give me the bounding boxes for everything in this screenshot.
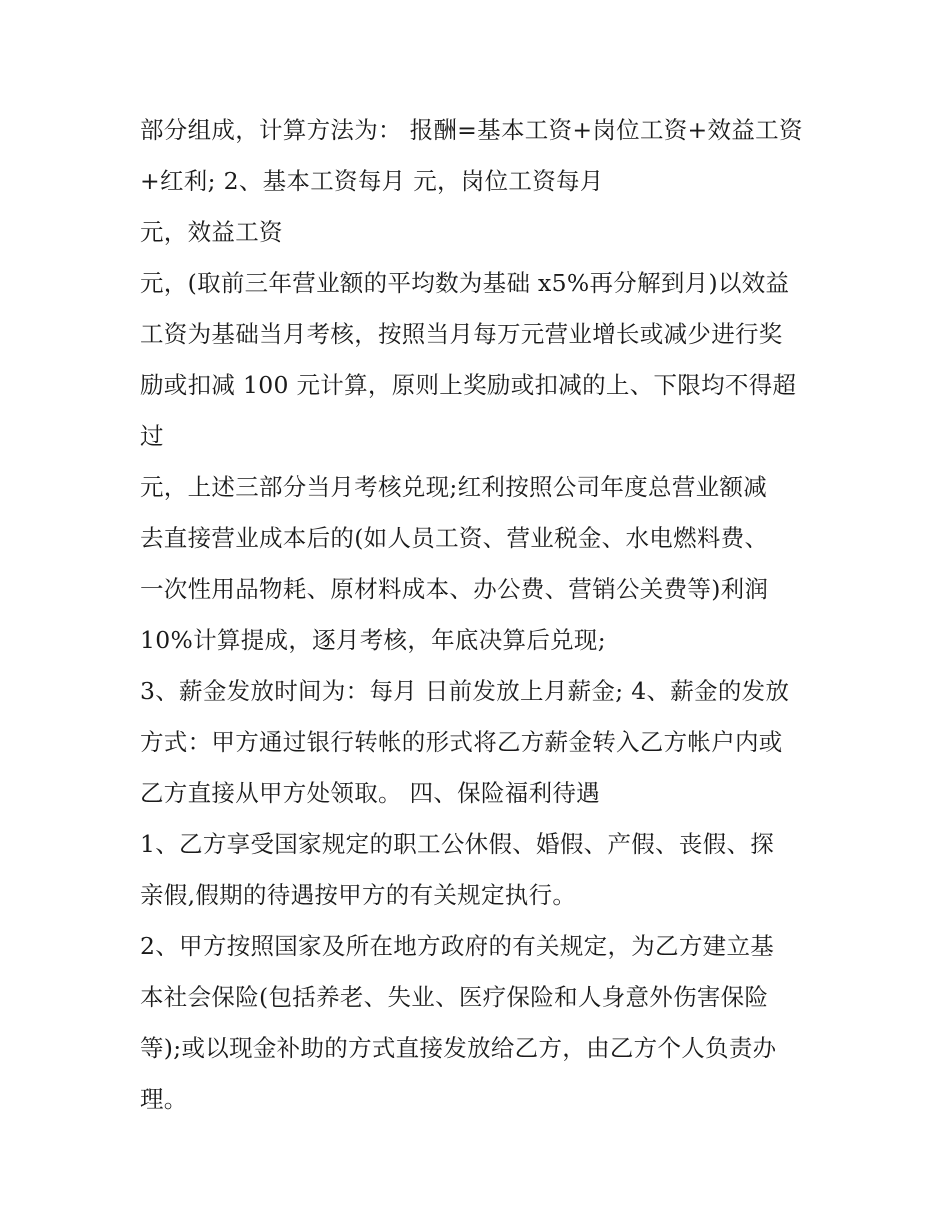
text-line: 1、乙方享受国家规定的职工公休假、婚假、产假、丧假、探 [140,830,775,858]
text-line: 一次性用品物耗、原材料成本、办公费、营销公关费等)利润 [140,575,769,603]
text-line: 等);或以现金补助的方式直接发放给乙方，由乙方个人负责办 [140,1034,777,1062]
text-line: 10%计算提成，逐月考核，年底决算后兑现; [140,626,606,654]
text-line: 工资为基础当月考核，按照当月每万元营业增长或减少进行奖 [140,320,783,348]
text-line: 元，效益工资 [140,218,283,246]
text-line: 乙方直接从甲方处领取。 四、保险福利待遇 [140,779,600,807]
text-line: 本社会保险(包括养老、失业、医疗保险和人身意外伤害保险 [140,983,769,1011]
text-line: 去直接营业成本后的(如人员工资、营业税金、水电燃料费、 [140,524,769,552]
text-line: +红利; 2、基本工资每月 元，岗位工资每月 [140,167,604,195]
document-body [140,110,840,1130]
text-line: 亲假,假期的待遇按甲方的有关规定执行。 [140,881,577,909]
text-line: 方式：甲方通过银行转帐的形式将乙方薪金转入乙方帐户内或 [140,728,783,756]
text-line: 理。 [140,1085,188,1113]
text-line: 元，上述三部分当月考核兑现;红利按照公司年度总营业额减 [140,473,768,501]
text-line: 励或扣减 100 元计算，原则上奖励或扣减的上、下限均不得超 [140,371,797,399]
text-line: 部分组成，计算方法为： 报酬=基本工资+岗位工资+效益工资 [140,116,803,144]
text-line: 3、薪金发放时间为：每月 日前发放上月薪金; 4、薪金的发放 [140,677,790,705]
text-line: 元，(取前三年营业额的平均数为基础 x5%再分解到月)以效益 [140,269,790,297]
text-line: 2、甲方按照国家及所在地方政府的有关规定，为乙方建立基 [140,932,775,960]
text-line: 过 [140,422,164,450]
